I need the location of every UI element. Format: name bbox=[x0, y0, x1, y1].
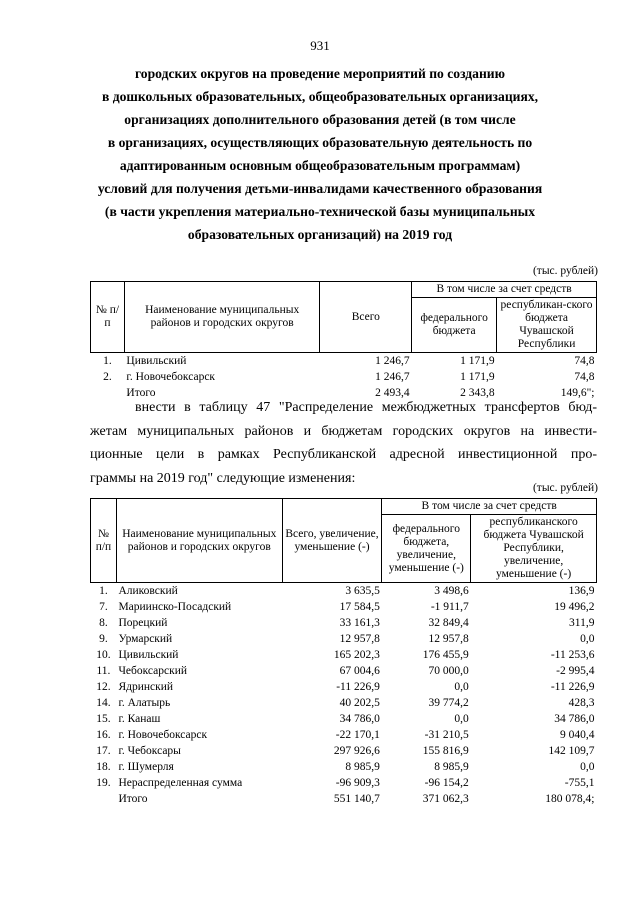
table-row bbox=[91, 369, 597, 385]
heading-line: (в части укрепления материально-технической базы муниципальных bbox=[104, 204, 536, 219]
row-federal: 8 985,9 bbox=[434, 760, 469, 773]
heading-line: в организациях, осуществляющих образовательную деятельность по bbox=[107, 135, 533, 150]
row-federal: 2 343,8 bbox=[460, 386, 495, 399]
row-federal: -96 154,2 bbox=[424, 776, 469, 789]
row-number: 7. bbox=[99, 600, 108, 613]
row-republic: 74,8 bbox=[574, 370, 595, 383]
row-name: г. Алатырь bbox=[118, 696, 171, 709]
row-federal: 3 498,6 bbox=[434, 584, 469, 597]
heading-line: городских округов на проведение мероприятий по созданию bbox=[134, 66, 506, 81]
table1 bbox=[90, 281, 597, 401]
table-row bbox=[91, 695, 597, 711]
row-total: 67 004,6 bbox=[339, 664, 380, 677]
table-row bbox=[91, 759, 597, 775]
row-name: г. Новочебоксарск bbox=[118, 728, 208, 741]
row-republic: -2 995,4 bbox=[556, 664, 595, 677]
row-federal: 1 171,9 bbox=[460, 354, 495, 367]
table1-body bbox=[91, 353, 597, 402]
table-row bbox=[91, 775, 597, 791]
row-republic: 136,9 bbox=[568, 584, 595, 597]
paragraph-line: граммы на 2019 год" следующие изменения: bbox=[90, 470, 356, 486]
table-row bbox=[91, 615, 597, 631]
row-republic: 142 109,7 bbox=[548, 744, 595, 757]
row-total: 40 202,5 bbox=[339, 696, 380, 709]
row-total: -22 170,1 bbox=[335, 728, 380, 741]
row-federal: 1 171,9 bbox=[460, 370, 495, 383]
table2-header-group: В том числе за счет средств bbox=[382, 499, 597, 515]
paragraph-line: внести в таблицу 47 "Распределение межбюджетных трансфертов бюд- bbox=[135, 400, 597, 415]
row-federal: -1 911,7 bbox=[430, 600, 469, 613]
table1-header-total: Всего bbox=[320, 282, 412, 353]
row-name: Аликовский bbox=[118, 584, 178, 597]
row-federal: 176 455,9 bbox=[422, 648, 469, 661]
paragraph-line: жетам муниципальных районов и бюджетам городских округов на инвести- bbox=[90, 423, 597, 439]
table2 bbox=[90, 498, 597, 807]
row-federal: 32 849,4 bbox=[428, 616, 469, 629]
row-name: Урмарский bbox=[118, 632, 173, 645]
row-total: 297 926,6 bbox=[333, 744, 380, 757]
section-heading bbox=[60, 62, 580, 246]
row-name: г. Шумерля bbox=[118, 760, 174, 773]
table2-units: (тыс. рублей) bbox=[532, 482, 598, 494]
row-number: 16. bbox=[96, 728, 111, 741]
row-republic: 428,3 bbox=[568, 696, 595, 709]
row-republic: 19 496,2 bbox=[554, 600, 595, 613]
row-federal: 39 774,2 bbox=[428, 696, 469, 709]
row-republic: -11 253,6 bbox=[550, 648, 595, 661]
row-name: Чебоксарский bbox=[118, 664, 188, 677]
row-number: 12. bbox=[96, 680, 111, 693]
table1-header-republic: республикан-ского бюджета Чувашской Республики bbox=[497, 298, 597, 353]
row-name: Итого bbox=[126, 386, 156, 399]
table-row bbox=[91, 743, 597, 759]
row-number: 9. bbox=[99, 632, 108, 645]
row-number bbox=[91, 791, 117, 807]
table1-header-num: № п/п bbox=[91, 282, 125, 353]
heading-line: образовательных организаций) на 2019 год bbox=[187, 227, 453, 242]
table-row bbox=[91, 663, 597, 679]
row-federal: -31 210,5 bbox=[424, 728, 469, 741]
row-federal: 155 816,9 bbox=[422, 744, 469, 757]
table2-header-federal: федерального бюджета, увеличение, уменьшение (-) bbox=[382, 515, 471, 583]
table-row bbox=[91, 711, 597, 727]
row-name: г. Новочебоксарск bbox=[126, 370, 216, 383]
row-republic: 180 078,4; bbox=[545, 792, 595, 805]
row-name: г. Чебоксары bbox=[118, 744, 181, 757]
table2-header-num: № п/п bbox=[91, 499, 117, 583]
table1-header-group: В том числе за счет средств bbox=[412, 282, 597, 298]
row-name: Ядринский bbox=[118, 680, 174, 693]
table2-header-republic: республиканского бюджета Чувашской Республики, увеличение, уменьшение (-) bbox=[471, 515, 597, 583]
row-republic: -11 226,9 bbox=[550, 680, 595, 693]
row-total: 1 246,7 bbox=[375, 370, 410, 383]
row-federal: 70 000,0 bbox=[428, 664, 469, 677]
row-republic: 149,6"; bbox=[560, 386, 595, 399]
row-republic: 0,0 bbox=[580, 632, 595, 645]
table-row bbox=[91, 791, 597, 807]
row-total: 8 985,9 bbox=[345, 760, 380, 773]
table-row bbox=[91, 631, 597, 647]
row-federal: 0,0 bbox=[454, 680, 469, 693]
row-federal: 12 957,8 bbox=[428, 632, 469, 645]
table2-header-total: Всего, увеличение, уменьшение (-) bbox=[282, 499, 382, 583]
row-number: 1. bbox=[99, 584, 108, 597]
table-row bbox=[91, 647, 597, 663]
row-republic: 74,8 bbox=[574, 354, 595, 367]
row-total: 551 140,7 bbox=[333, 792, 380, 805]
row-name: Нераспределенная сумма bbox=[118, 776, 243, 789]
row-number: 2. bbox=[103, 370, 112, 383]
row-number: 14. bbox=[96, 696, 111, 709]
row-number: 1. bbox=[103, 354, 112, 367]
row-republic: 34 786,0 bbox=[554, 712, 595, 725]
row-name: Мариинско-Посадский bbox=[118, 600, 232, 613]
row-total: 17 584,5 bbox=[339, 600, 380, 613]
row-total: 2 493,4 bbox=[375, 386, 410, 399]
page-number: 931 bbox=[310, 38, 330, 53]
row-total: -96 909,3 bbox=[335, 776, 380, 789]
row-number: 15. bbox=[96, 712, 111, 725]
row-federal: 371 062,3 bbox=[422, 792, 469, 805]
row-name: Итого bbox=[118, 792, 148, 805]
row-total: 165 202,3 bbox=[333, 648, 380, 661]
row-number: 8. bbox=[99, 616, 108, 629]
table-row bbox=[91, 353, 597, 370]
table1-header-name: Наименование муниципальных районов и городских округов bbox=[124, 282, 320, 353]
table1-units: (тыс. рублей) bbox=[532, 265, 598, 277]
paragraph-line: ционные цели в рамках Республиканской адресной инвестиционной про- bbox=[90, 447, 597, 462]
row-republic: -755,1 bbox=[564, 776, 595, 789]
heading-line: условий для получения детьми-инвалидами качественного образования bbox=[97, 181, 543, 196]
table2-body bbox=[91, 583, 597, 808]
row-number: 11. bbox=[96, 664, 111, 677]
row-number: 10. bbox=[96, 648, 111, 661]
row-total: 12 957,8 bbox=[339, 632, 380, 645]
table-row bbox=[91, 599, 597, 615]
row-name: Цивильский bbox=[118, 648, 179, 661]
amendment-paragraph bbox=[90, 396, 597, 490]
row-name: Цивильский bbox=[126, 354, 187, 367]
row-total: 3 635,5 bbox=[345, 584, 380, 597]
row-federal: 0,0 bbox=[454, 712, 469, 725]
heading-line: в дошкольных образовательных, общеобразовательных организациях, bbox=[101, 89, 539, 104]
row-number: 18. bbox=[96, 760, 111, 773]
table-row bbox=[91, 727, 597, 743]
row-republic: 9 040,4 bbox=[560, 728, 595, 741]
row-total: 33 161,3 bbox=[339, 616, 380, 629]
row-name: Порецкий bbox=[118, 616, 168, 629]
row-republic: 311,9 bbox=[569, 616, 595, 629]
table1-header-federal: федерального бюджета bbox=[412, 298, 497, 353]
row-total: 34 786,0 bbox=[339, 712, 380, 725]
row-republic: 0,0 bbox=[580, 760, 595, 773]
row-total: 1 246,7 bbox=[375, 354, 410, 367]
heading-line: организациях дополнительного образования детей (в том числе bbox=[124, 112, 516, 127]
row-number: 19. bbox=[96, 776, 111, 789]
table2-header-name: Наименование муниципальных районов и городских округов bbox=[116, 499, 282, 583]
table-row bbox=[91, 679, 597, 695]
row-total: -11 226,9 bbox=[336, 680, 380, 693]
row-number: 17. bbox=[96, 744, 111, 757]
table-row bbox=[91, 583, 597, 600]
heading-line: адаптированным основным общеобразовательным программам) bbox=[119, 158, 521, 173]
row-name: г. Канаш bbox=[118, 712, 161, 725]
